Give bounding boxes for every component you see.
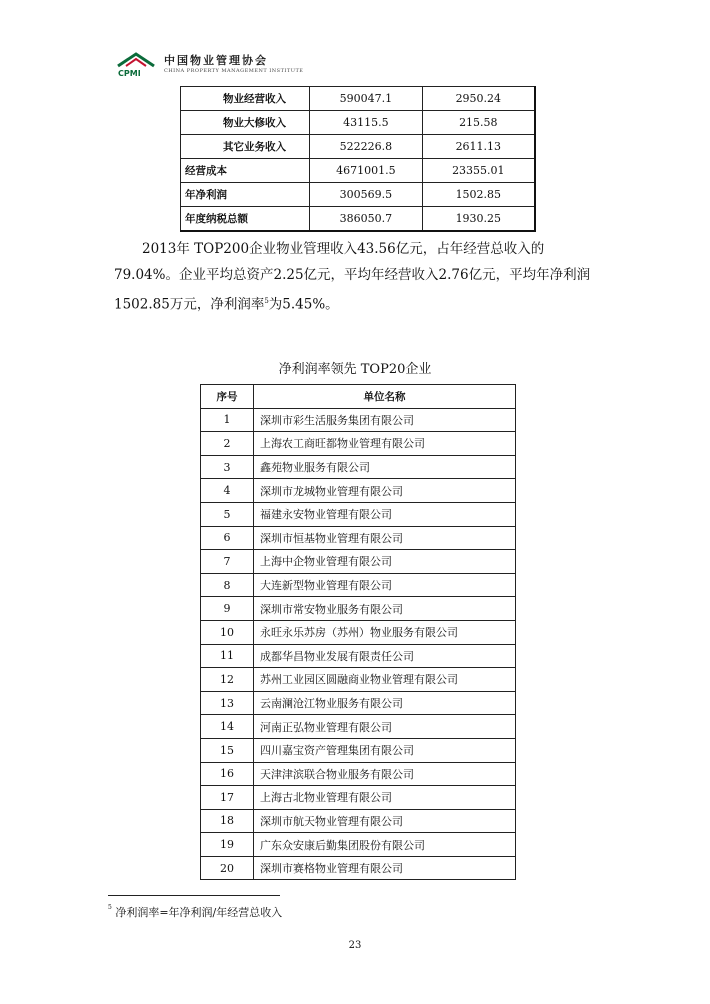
- table-row: [201, 526, 516, 550]
- table-row: [201, 644, 516, 668]
- rank-cell: 15: [201, 738, 254, 762]
- table-row: [201, 620, 516, 644]
- finance-average: 1930.25: [422, 207, 535, 232]
- company-name-cell: 四川嘉宝资产管理集团有限公司: [254, 738, 516, 762]
- rank-cell: 6: [201, 526, 254, 550]
- company-name-cell: 鑫苑物业服务有限公司: [254, 455, 516, 479]
- summary-paragraph: [114, 236, 604, 318]
- company-name-cell: 河南正弘物业管理有限公司: [254, 715, 516, 739]
- header-name: 单位名称: [254, 385, 516, 409]
- company-name-cell: 上海古北物业管理有限公司: [254, 786, 516, 810]
- org-logo: [114, 50, 314, 80]
- table-row: [201, 809, 516, 833]
- table-row: [201, 691, 516, 715]
- table-row: [201, 715, 516, 739]
- table-row: [201, 432, 516, 456]
- org-name-en: CHINA PROPERTY MANAGEMENT INSTITUTE: [164, 68, 304, 74]
- company-name-cell: 广东众安康后勤集团股份有限公司: [254, 833, 516, 857]
- finance-label: 物业大修收入: [181, 111, 310, 135]
- company-name-cell: 福建永安物业管理有限公司: [254, 502, 516, 526]
- finance-label: 年净利润: [181, 183, 310, 207]
- company-name-cell: 天津津滨联合物业服务有限公司: [254, 762, 516, 786]
- footnote-ref: 5: [264, 297, 269, 305]
- table-row: [201, 762, 516, 786]
- rank-cell: 17: [201, 786, 254, 810]
- company-name-cell: 深圳市赛格物业管理有限公司: [254, 856, 516, 880]
- ranking-table: [200, 384, 516, 880]
- finance-total: 43115.5: [310, 111, 422, 135]
- finance-average: 2611.13: [422, 135, 535, 159]
- company-name-cell: 大连新型物业管理有限公司: [254, 573, 516, 597]
- rank-cell: 12: [201, 668, 254, 692]
- table-row: [201, 856, 516, 880]
- rank-cell: 4: [201, 479, 254, 503]
- finance-average: 1502.85: [422, 183, 535, 207]
- table-row: [201, 786, 516, 810]
- finance-total: 590047.1: [310, 87, 422, 111]
- finance-average: 2950.24: [422, 87, 535, 111]
- table-row: [201, 408, 516, 432]
- header-rank: 序号: [201, 385, 254, 409]
- page-number: 23: [348, 940, 362, 951]
- rank-cell: 5: [201, 502, 254, 526]
- finance-label: 其它业务收入: [181, 135, 310, 159]
- finance-row: [181, 207, 536, 232]
- org-name-cn: 中国物业管理协会: [164, 54, 268, 67]
- finance-label: 物业经营收入: [181, 87, 310, 111]
- finance-row: [181, 87, 536, 111]
- finance-label: 年度纳税总额: [181, 207, 310, 232]
- company-name-cell: 深圳市常安物业服务有限公司: [254, 597, 516, 621]
- finance-average: 215.58: [422, 111, 535, 135]
- table-row: [201, 668, 516, 692]
- footnote-text: 净利润率=年净利润/年经营总收入: [115, 906, 283, 919]
- company-name-cell: 上海中企物业管理有限公司: [254, 550, 516, 574]
- table-header-row: [201, 385, 516, 409]
- company-name-cell: 上海农工商旺都物业管理有限公司: [254, 432, 516, 456]
- rank-cell: 13: [201, 691, 254, 715]
- rank-cell: 18: [201, 809, 254, 833]
- footnote: [108, 904, 282, 920]
- paragraph-text: 2013年 TOP200企业物业管理收入43.56亿元，占年经营总收入的79.04%。企业平均总资产2.25亿元，平均年经营收入2.76亿元，平均年净利润1502.85万元，净利润率: [114, 241, 591, 313]
- finance-total: 522226.8: [310, 135, 422, 159]
- finance-table: [180, 86, 536, 232]
- finance-row: [181, 159, 536, 183]
- rank-cell: 1: [201, 408, 254, 432]
- rank-cell: 10: [201, 620, 254, 644]
- rank-cell: 14: [201, 715, 254, 739]
- company-name-cell: 云南澜沧江物业服务有限公司: [254, 691, 516, 715]
- table-row: [201, 455, 516, 479]
- paragraph-text-after: 为5.45%。: [268, 296, 339, 313]
- finance-row: [181, 183, 536, 207]
- company-name-cell: 苏州工业园区圆融商业物业管理有限公司: [254, 668, 516, 692]
- company-name-cell: 深圳市航天物业管理有限公司: [254, 809, 516, 833]
- finance-label: 经营成本: [181, 159, 310, 183]
- table-row: [201, 573, 516, 597]
- company-name-cell: 深圳市彩生活服务集团有限公司: [254, 408, 516, 432]
- table-row: [201, 502, 516, 526]
- table-row: [201, 550, 516, 574]
- rank-cell: 19: [201, 833, 254, 857]
- finance-total: 386050.7: [310, 207, 422, 232]
- company-name-cell: 深圳市龙城物业管理有限公司: [254, 479, 516, 503]
- rank-cell: 9: [201, 597, 254, 621]
- finance-total: 300569.5: [310, 183, 422, 207]
- table-row: [201, 833, 516, 857]
- logo-abbreviation: CPMI: [118, 69, 141, 78]
- footnote-marker: 5: [108, 904, 112, 911]
- table-row: [201, 597, 516, 621]
- table-row: [201, 479, 516, 503]
- rank-cell: 8: [201, 573, 254, 597]
- company-name-cell: 深圳市恒基物业管理有限公司: [254, 526, 516, 550]
- finance-row: [181, 135, 536, 159]
- finance-row: [181, 111, 536, 135]
- table-row: [201, 738, 516, 762]
- rank-cell: 16: [201, 762, 254, 786]
- footnote-divider: [108, 895, 280, 896]
- rank-cell: 20: [201, 856, 254, 880]
- table-caption: 净利润率领先 TOP20企业: [278, 362, 432, 377]
- finance-average: 23355.01: [422, 159, 535, 183]
- rank-cell: 3: [201, 455, 254, 479]
- rank-cell: 7: [201, 550, 254, 574]
- company-name-cell: 永旺永乐苏房（苏州）物业服务有限公司: [254, 620, 516, 644]
- rank-cell: 2: [201, 432, 254, 456]
- rank-cell: 11: [201, 644, 254, 668]
- company-name-cell: 成都华昌物业发展有限责任公司: [254, 644, 516, 668]
- finance-total: 4671001.5: [310, 159, 422, 183]
